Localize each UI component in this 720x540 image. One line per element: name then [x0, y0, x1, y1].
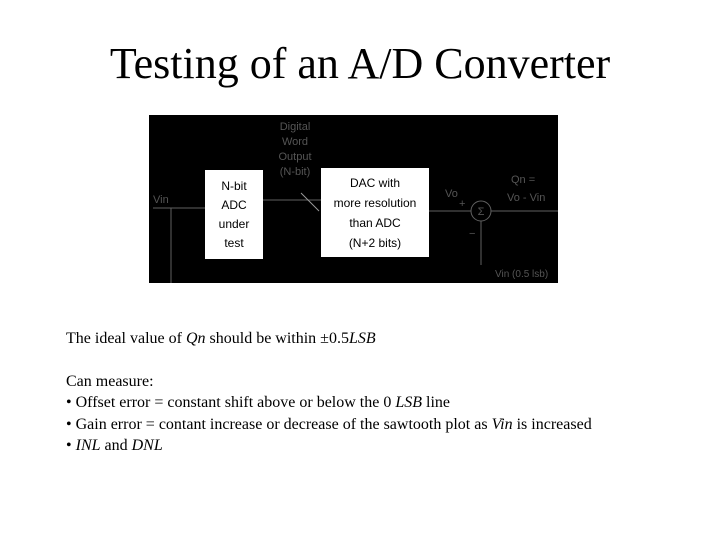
- bullet-offset-error: [66, 392, 706, 414]
- dac-label-line1: DAC with: [349, 176, 401, 190]
- adc-label-line1: N-bit: [221, 179, 247, 193]
- bus-label-line1: Digital: [279, 121, 311, 133]
- output-label-line1: Qn =: [511, 174, 536, 186]
- measure-heading: Can measure:: [66, 372, 154, 390]
- lsb-term: LSB: [395, 394, 423, 411]
- adc-test-block-diagram: [149, 115, 558, 283]
- slide-title: Testing of an A/D Converter: [109, 39, 611, 88]
- ideal-value-text: The ideal value of: [66, 330, 186, 347]
- adc-label-line4: test: [224, 236, 244, 250]
- offset-error-text: • Offset error = constant shift above or below the 0: [66, 394, 396, 411]
- bus-label-line2: Word: [281, 136, 309, 148]
- bullet-mark: •: [66, 437, 76, 454]
- vin-term: Vin: [491, 415, 513, 433]
- gain-error-text-end: is increased: [512, 415, 592, 433]
- body-text: [66, 328, 706, 457]
- bullet-inl-dnl: [66, 435, 706, 457]
- dnl-term: DNL: [131, 437, 163, 454]
- input-label: Vin: [153, 194, 169, 206]
- output-label-line2: Vo - Vin: [507, 192, 546, 204]
- qn-term: Qn: [185, 330, 206, 347]
- bottom-label: Vin (0.5 lsb): [495, 269, 549, 280]
- minus-sign: −: [469, 228, 476, 240]
- plus-sign: +: [459, 198, 466, 210]
- dac-label-line2: more resolution: [333, 196, 417, 210]
- adc-label-line2: ADC: [221, 198, 247, 212]
- sum-symbol: Σ: [477, 206, 485, 218]
- ideal-value-text-mid: should be within ±0.5: [205, 330, 349, 347]
- offset-error-text-end: line: [422, 394, 451, 411]
- inl-term: INL: [75, 437, 101, 454]
- ideal-value-line: [66, 328, 706, 350]
- bus-label-line3: Output: [278, 151, 312, 163]
- gain-error-text: • Gain error = contant increase or decrease of the sawtooth plot as: [66, 415, 492, 433]
- bullet-gain-error: [66, 414, 706, 436]
- paragraph-gap: [66, 350, 706, 371]
- dac-label-line4: (N+2 bits): [348, 236, 402, 250]
- bus-label-line4: (N-bit): [279, 166, 311, 178]
- lsb-term: LSB: [348, 330, 376, 347]
- and-text: and: [100, 437, 132, 454]
- dac-label-line3: than ADC: [349, 216, 401, 230]
- adc-label-line3: under: [218, 217, 250, 231]
- dac-output-label: Vo: [445, 188, 458, 200]
